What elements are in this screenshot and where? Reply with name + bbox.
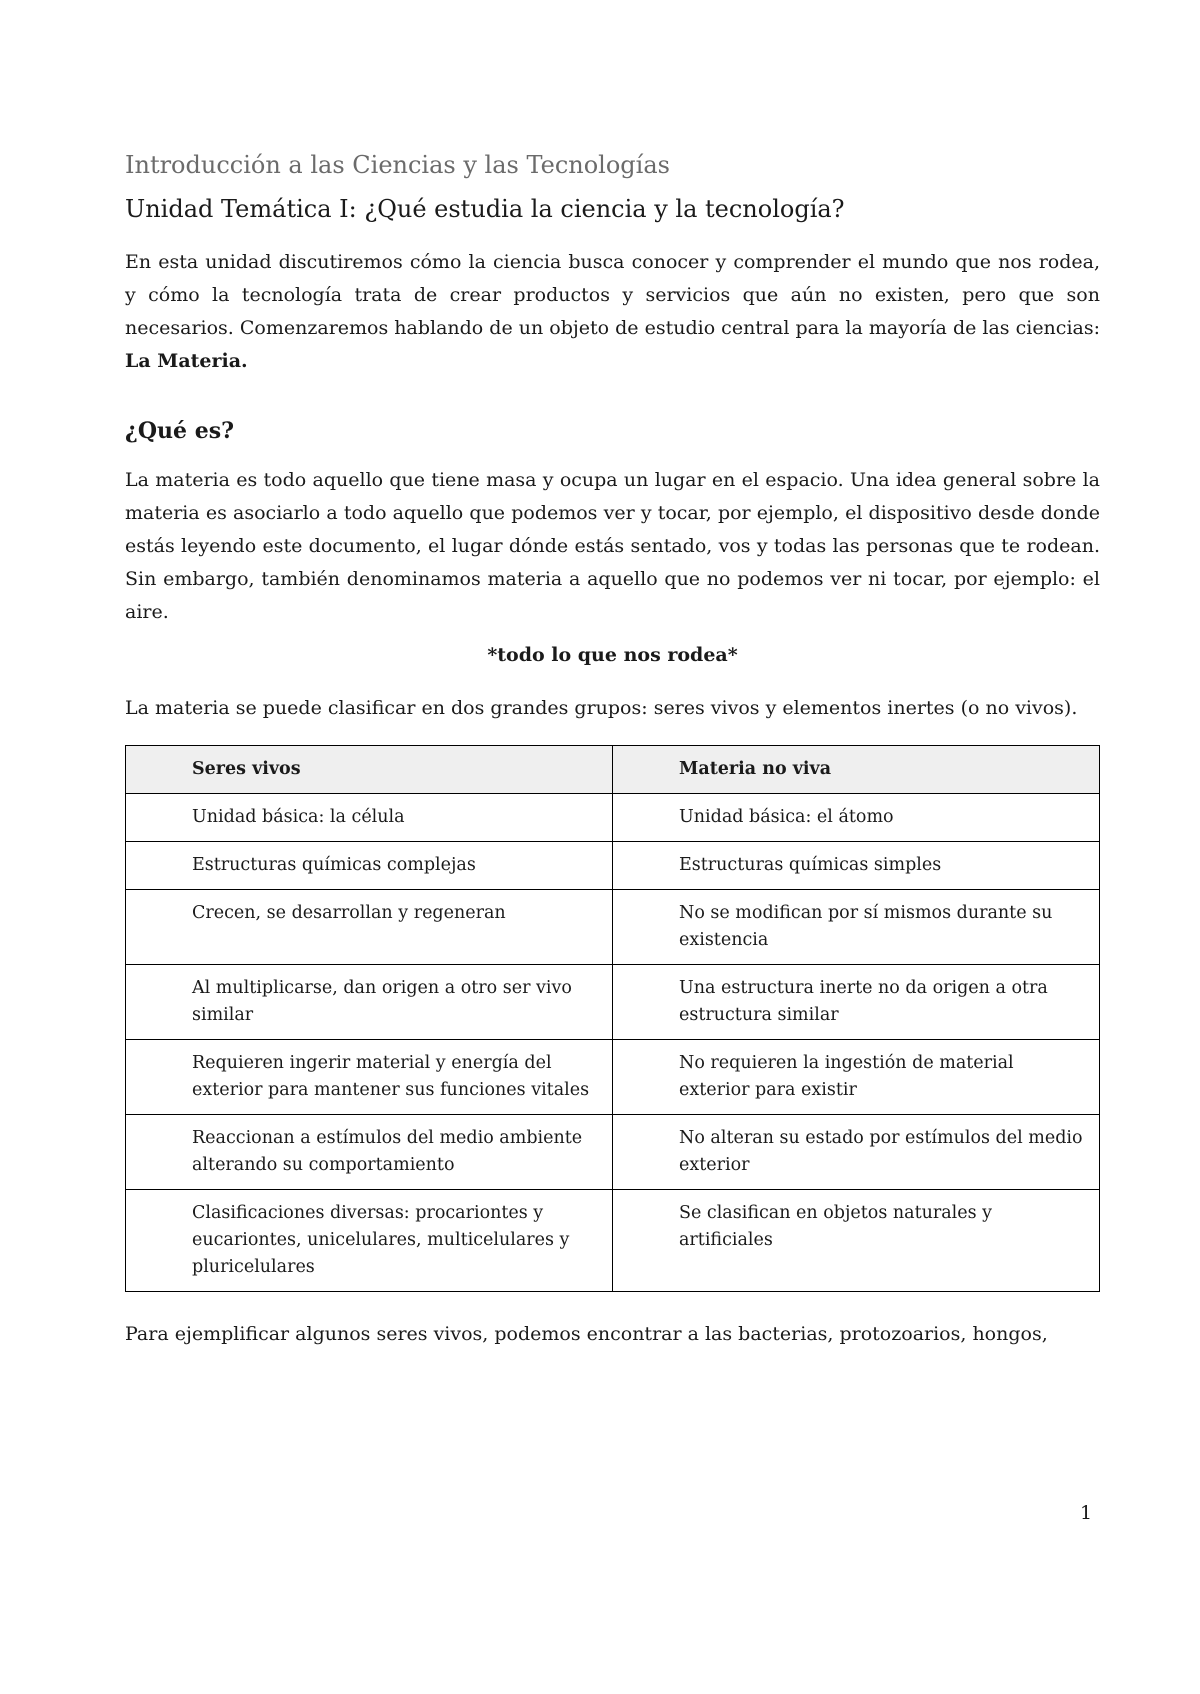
cell-nonliving: No se modifican por sí mismos durante su existencia [613,890,1100,965]
intro-text: En esta unidad discutiremos cómo la ciencia busca conocer y comprender el mundo que nos rodea, y cómo la tecnología trata de crear productos y servicios que aún no existen, pero que son necesarios. Comenzaremos hablando de un objeto de estudio central para la mayoría de las ciencias: [125,251,1100,339]
table-row [126,794,1100,842]
cell-nonliving: No alteran su estado por estímulos del medio exterior [613,1115,1100,1190]
header-living: Seres vivos [126,746,613,794]
document-page [125,148,1100,1351]
section-heading: ¿Qué es? [125,418,234,444]
closing-paragraph: Para ejemplificar algunos seres vivos, podemos encontrar a las bacterias, protozoarios, hongos, [125,1323,1048,1345]
table-row [126,965,1100,1040]
cell-living: Unidad básica: la célula [126,794,613,842]
cell-living: Clasificaciones diversas: procariontes y eucariontes, unicelulares, multicelulares y pluricelulares [126,1190,613,1292]
table-row [126,1040,1100,1115]
definition-paragraph: La materia es todo aquello que tiene masa y ocupa un lugar en el espacio. Una idea general sobre la materia es asociarlo a todo aquello que podemos ver y tocar, por ejemplo, el dispositivo desde donde estás leyendo este documento, el lugar dónde estás sentado, vos y todas las personas que te rodean. Sin embargo, también denominamos materia a aquello que no podemos ver ni tocar, por ejemplo: el aire. [125,469,1100,623]
cell-living: Crecen, se desarrollan y regeneran [126,890,613,965]
cell-living: Reaccionan a estímulos del medio ambiente alterando su comportamiento [126,1115,613,1190]
cell-nonliving: Se clasifican en objetos naturales y artificiales [613,1190,1100,1292]
header-nonliving: Materia no viva [613,746,1100,794]
intro-paragraph [125,246,1100,378]
cell-living: Estructuras químicas complejas [126,842,613,890]
table-header-row [126,746,1100,794]
cell-nonliving: Unidad básica: el átomo [613,794,1100,842]
cell-nonliving: No requieren la ingestión de material exterior para existir [613,1040,1100,1115]
page-number: 1 [1080,1502,1093,1524]
unit-title: Unidad Temática I: ¿Qué estudia la ciencia y la tecnología? [125,195,845,223]
table-row [126,1115,1100,1190]
emphasis-line: *todo lo que nos rodea* [487,644,738,666]
cell-living: Al multiplicarse, dan origen a otro ser vivo similar [126,965,613,1040]
table-row [126,1190,1100,1292]
table-row [126,890,1100,965]
course-title: Introducción a las Ciencias y las Tecnologías [125,151,670,179]
comparison-table [125,745,1100,1292]
cell-living: Requieren ingerir material y energía del exterior para mantener sus funciones vitales [126,1040,613,1115]
cell-nonliving: Estructuras químicas simples [613,842,1100,890]
table-row [126,842,1100,890]
classification-paragraph: La materia se puede clasificar en dos grandes grupos: seres vivos y elementos inertes (o no vivos). [125,697,1078,719]
cell-nonliving: Una estructura inerte no da origen a otra estructura similar [613,965,1100,1040]
intro-bold-term: La Materia. [125,350,248,372]
